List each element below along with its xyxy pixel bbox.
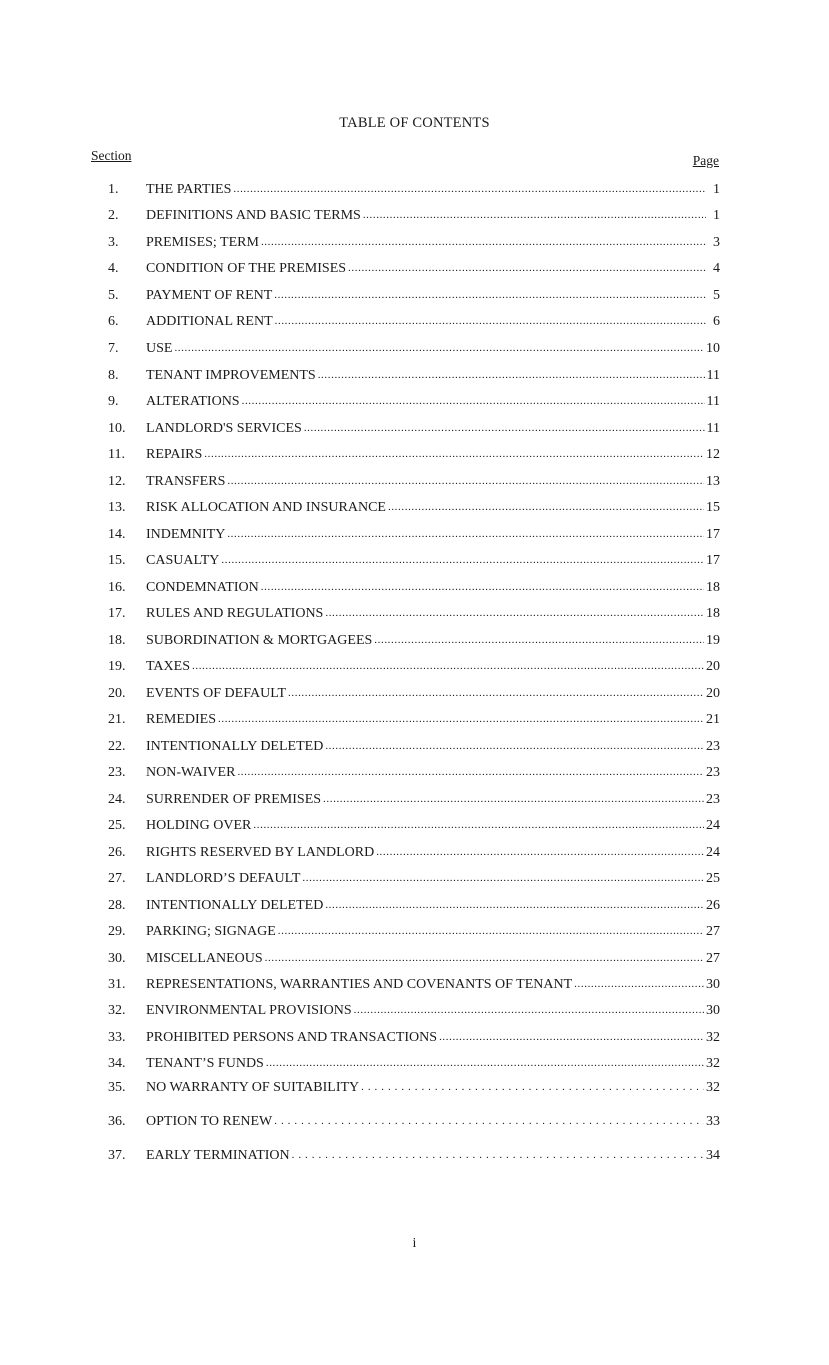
toc-dot-leader (204, 448, 704, 460)
toc-entry-page: 30 (706, 1003, 720, 1018)
toc-entry-number: 35. (108, 1080, 126, 1095)
toc-entry-number: 25. (108, 818, 126, 833)
toc-dot-leader (304, 422, 705, 434)
toc-entry-title: INTENTIONALLY DELETED (146, 739, 324, 754)
toc-entry[interactable] (108, 474, 720, 494)
toc-entry-page: 20 (706, 659, 720, 674)
toc-entry[interactable] (108, 977, 720, 997)
toc-entry[interactable] (108, 314, 720, 334)
footer-page-number: i (412, 1236, 417, 1251)
toc-entry-page: 34 (706, 1148, 720, 1163)
toc-entry-page: 20 (706, 686, 720, 701)
toc-entry-title: REPRESENTATIONS, WARRANTIES AND COVENANTS OF TENANT (146, 977, 573, 992)
toc-entry-number: 19. (108, 659, 126, 674)
toc-entry-page: 24 (706, 845, 720, 860)
toc-entry[interactable] (108, 261, 720, 281)
toc-entry-title: ENVIRONMENTAL PROVISIONS (146, 1003, 352, 1018)
toc-entry-title: LANDLORD’S DEFAULT (146, 871, 301, 886)
toc-entry-title: THE PARTIES (146, 182, 232, 197)
toc-entry-page: 33 (706, 1114, 720, 1129)
toc-entry[interactable] (108, 924, 720, 944)
page-title: TABLE OF CONTENTS (339, 115, 490, 131)
toc-dot-leader (325, 740, 704, 752)
toc-entry[interactable] (108, 871, 720, 891)
toc-entry-page: 32 (706, 1056, 720, 1071)
toc-entry-number: 1. (108, 182, 119, 197)
toc-entry-page: 32 (706, 1030, 720, 1045)
toc-entry[interactable] (108, 606, 720, 626)
toc-dot-leader (574, 978, 704, 990)
toc-entry[interactable] (108, 845, 720, 865)
toc-entry-title: RULES AND REGULATIONS (146, 606, 324, 621)
toc-entry-page: 18 (706, 606, 720, 621)
toc-entry-number: 24. (108, 792, 126, 807)
toc-dot-leader (318, 369, 705, 381)
toc-entry-number: 32. (108, 1003, 126, 1018)
toc-dot-leader (325, 899, 704, 911)
toc-entry-page: 10 (706, 341, 720, 356)
toc-entry-title: USE (146, 341, 173, 356)
toc-entry-page: 11 (706, 368, 720, 383)
toc-entry-title: OPTION TO RENEW (146, 1114, 273, 1129)
toc-entry-page: 17 (706, 553, 720, 568)
toc-dot-leader (348, 262, 706, 274)
toc-entry-page: 5 (713, 288, 720, 303)
toc-entry-title: TRANSFERS (146, 474, 226, 489)
toc-dot-leader (227, 475, 704, 487)
toc-entry[interactable] (108, 686, 720, 706)
toc-entry[interactable] (108, 208, 720, 228)
toc-entry[interactable] (108, 818, 720, 838)
toc-entry-title: PREMISES; TERM (146, 235, 259, 250)
toc-entry-page: 11 (706, 394, 720, 409)
toc-entry[interactable] (108, 712, 720, 732)
toc-entry-number: 28. (108, 898, 126, 913)
toc-entry-number: 30. (108, 951, 126, 966)
toc-entry-title: TENANT IMPROVEMENTS (146, 368, 316, 383)
toc-entry[interactable] (108, 527, 720, 547)
toc-dot-leader (323, 793, 704, 805)
toc-dot-leader (325, 607, 704, 619)
toc-entry[interactable] (108, 659, 720, 679)
toc-entry-title: LANDLORD'S SERVICES (146, 421, 302, 436)
toc-entry-page: 19 (706, 633, 720, 648)
toc-entry[interactable] (108, 898, 720, 918)
toc-entry-number: 15. (108, 553, 126, 568)
toc-entry-title: ADDITIONAL RENT (146, 314, 273, 329)
toc-dot-leader (274, 1115, 704, 1127)
toc-entry[interactable] (108, 739, 720, 759)
toc-dot-leader (218, 713, 704, 725)
toc-entry-title: TAXES (146, 659, 190, 674)
toc-dot-leader (192, 660, 704, 672)
toc-dot-leader (388, 501, 704, 513)
toc-entry-page: 23 (706, 739, 720, 754)
toc-entry-page: 3 (713, 235, 720, 250)
toc-dot-leader (253, 819, 704, 831)
toc-dot-leader (361, 1081, 704, 1093)
toc-entry[interactable] (108, 1114, 720, 1134)
toc-dot-leader (278, 925, 704, 937)
toc-entry-number: 6. (108, 314, 119, 329)
toc-entry-page: 27 (706, 951, 720, 966)
toc-entry[interactable] (108, 447, 720, 467)
toc-entry-page: 32 (706, 1080, 720, 1095)
toc-entry[interactable] (108, 235, 720, 255)
toc-entry-title: DEFINITIONS AND BASIC TERMS (146, 208, 361, 223)
toc-dot-leader (292, 1149, 704, 1161)
toc-entry-page: 25 (706, 871, 720, 886)
toc-dot-leader (439, 1031, 704, 1043)
toc-entry-number: 23. (108, 765, 126, 780)
toc-entry-title: SURRENDER OF PREMISES (146, 792, 322, 807)
toc-entry[interactable] (108, 1030, 720, 1050)
toc-entry-title: CONDEMNATION (146, 580, 259, 595)
toc-entry[interactable] (108, 500, 720, 520)
toc-entry-page: 30 (706, 977, 720, 992)
toc-entry-page: 21 (706, 712, 720, 727)
toc-entry-page: 23 (706, 792, 720, 807)
toc-dot-leader (288, 687, 704, 699)
toc-entry[interactable] (108, 1080, 720, 1100)
toc-entry-number: 14. (108, 527, 126, 542)
toc-entry-number: 20. (108, 686, 126, 701)
toc-entry-number: 9. (108, 394, 119, 409)
toc-entry-title: REPAIRS (146, 447, 203, 462)
toc-dot-leader (233, 183, 706, 195)
toc-entry-number: 16. (108, 580, 126, 595)
toc-entry-page: 13 (706, 474, 720, 489)
toc-entry-number: 5. (108, 288, 119, 303)
toc-entry-number: 4. (108, 261, 119, 276)
toc-entry-number: 3. (108, 235, 119, 250)
toc-entry-title: RIGHTS RESERVED BY LANDLORD (146, 845, 375, 860)
toc-entry-title: EVENTS OF DEFAULT (146, 686, 287, 701)
toc-dot-leader (237, 766, 704, 778)
toc-dot-leader (374, 634, 704, 646)
toc-entry-number: 2. (108, 208, 119, 223)
toc-entry-title: NO WARRANTY OF SUITABILITY (146, 1080, 360, 1095)
toc-entry[interactable] (108, 182, 720, 202)
toc-entry-page: 26 (706, 898, 720, 913)
toc-entry[interactable] (108, 1056, 720, 1076)
toc-entry-number: 37. (108, 1148, 126, 1163)
toc-entry-number: 34. (108, 1056, 126, 1071)
toc-entry-number: 36. (108, 1114, 126, 1129)
toc-entry[interactable] (108, 394, 720, 414)
toc-entry[interactable] (108, 1003, 720, 1023)
toc-entry-page: 6 (713, 314, 720, 329)
toc-entry-page: 12 (706, 447, 720, 462)
toc-entry-page: 23 (706, 765, 720, 780)
toc-entry-title: MISCELLANEOUS (146, 951, 263, 966)
toc-entry-page: 18 (706, 580, 720, 595)
toc-entry-title: RISK ALLOCATION AND INSURANCE (146, 500, 386, 515)
toc-entry-number: 8. (108, 368, 119, 383)
toc-entry-number: 12. (108, 474, 126, 489)
toc-entry-number: 31. (108, 977, 126, 992)
toc-entry-number: 7. (108, 341, 119, 356)
toc-entry-page: 1 (713, 182, 720, 197)
toc-entry[interactable] (108, 765, 720, 785)
toc-entry-number: 29. (108, 924, 126, 939)
toc-entry-page: 11 (706, 421, 720, 436)
toc-entry-title: INDEMNITY (146, 527, 226, 542)
toc-dot-leader (221, 554, 704, 566)
toc-dot-leader (266, 1057, 704, 1069)
toc-entry-number: 26. (108, 845, 126, 860)
toc-dot-leader (242, 395, 705, 407)
toc-entry-title: REMEDIES (146, 712, 216, 727)
toc-dot-leader (302, 872, 704, 884)
toc-dot-leader (376, 846, 704, 858)
toc-dot-leader (363, 209, 706, 221)
toc-entry-number: 22. (108, 739, 126, 754)
toc-entry[interactable] (108, 553, 720, 573)
toc-entry-title: HOLDING OVER (146, 818, 252, 833)
toc-entry-number: 10. (108, 421, 126, 436)
toc-entry-number: 33. (108, 1030, 126, 1045)
toc-dot-leader (354, 1004, 704, 1016)
toc-entry-page: 15 (706, 500, 720, 515)
toc-dot-leader (227, 528, 704, 540)
toc-entry[interactable] (108, 1148, 720, 1168)
toc-entry[interactable] (108, 633, 720, 653)
toc-dot-leader (261, 236, 706, 248)
page-column-header: Page (692, 153, 719, 168)
toc-entry[interactable] (108, 341, 720, 361)
toc-dot-leader (174, 342, 704, 354)
toc-entry-number: 27. (108, 871, 126, 886)
toc-entry-page: 17 (706, 527, 720, 542)
toc-entry-number: 11. (108, 447, 125, 462)
toc-entry-number: 21. (108, 712, 126, 727)
section-column-header: Section (91, 148, 132, 163)
toc-entry-number: 17. (108, 606, 126, 621)
toc-entry-title: SUBORDINATION & MORTGAGEES (146, 633, 373, 648)
toc-entry-number: 13. (108, 500, 126, 515)
toc-entry-title: PROHIBITED PERSONS AND TRANSACTIONS (146, 1030, 438, 1045)
toc-dot-leader (275, 315, 706, 327)
toc-entry-page: 24 (706, 818, 720, 833)
toc-entry[interactable] (108, 580, 720, 600)
toc-entry[interactable] (108, 792, 720, 812)
toc-entry-title: CONDITION OF THE PREMISES (146, 261, 347, 276)
toc-entry-title: CASUALTY (146, 553, 220, 568)
toc-entry-title: PARKING; SIGNAGE (146, 924, 276, 939)
toc-dot-leader (265, 952, 704, 964)
toc-entry-title: ALTERATIONS (146, 394, 240, 409)
toc-entry-title: INTENTIONALLY DELETED (146, 898, 324, 913)
toc-entry[interactable] (108, 368, 720, 388)
toc-entry-title: TENANT’S FUNDS (146, 1056, 264, 1071)
toc-entry[interactable] (108, 421, 720, 441)
toc-entry-page: 4 (713, 261, 720, 276)
toc-dot-leader (274, 289, 706, 301)
toc-dot-leader (261, 581, 704, 593)
toc-entry-page: 1 (713, 208, 720, 223)
toc-entry-number: 18. (108, 633, 126, 648)
toc-entry[interactable] (108, 951, 720, 971)
toc-entry-title: EARLY TERMINATION (146, 1148, 290, 1163)
toc-entry-title: PAYMENT OF RENT (146, 288, 273, 303)
toc-entry[interactable] (108, 288, 720, 308)
toc-entry-page: 27 (706, 924, 720, 939)
toc-entry-title: NON-WAIVER (146, 765, 236, 780)
